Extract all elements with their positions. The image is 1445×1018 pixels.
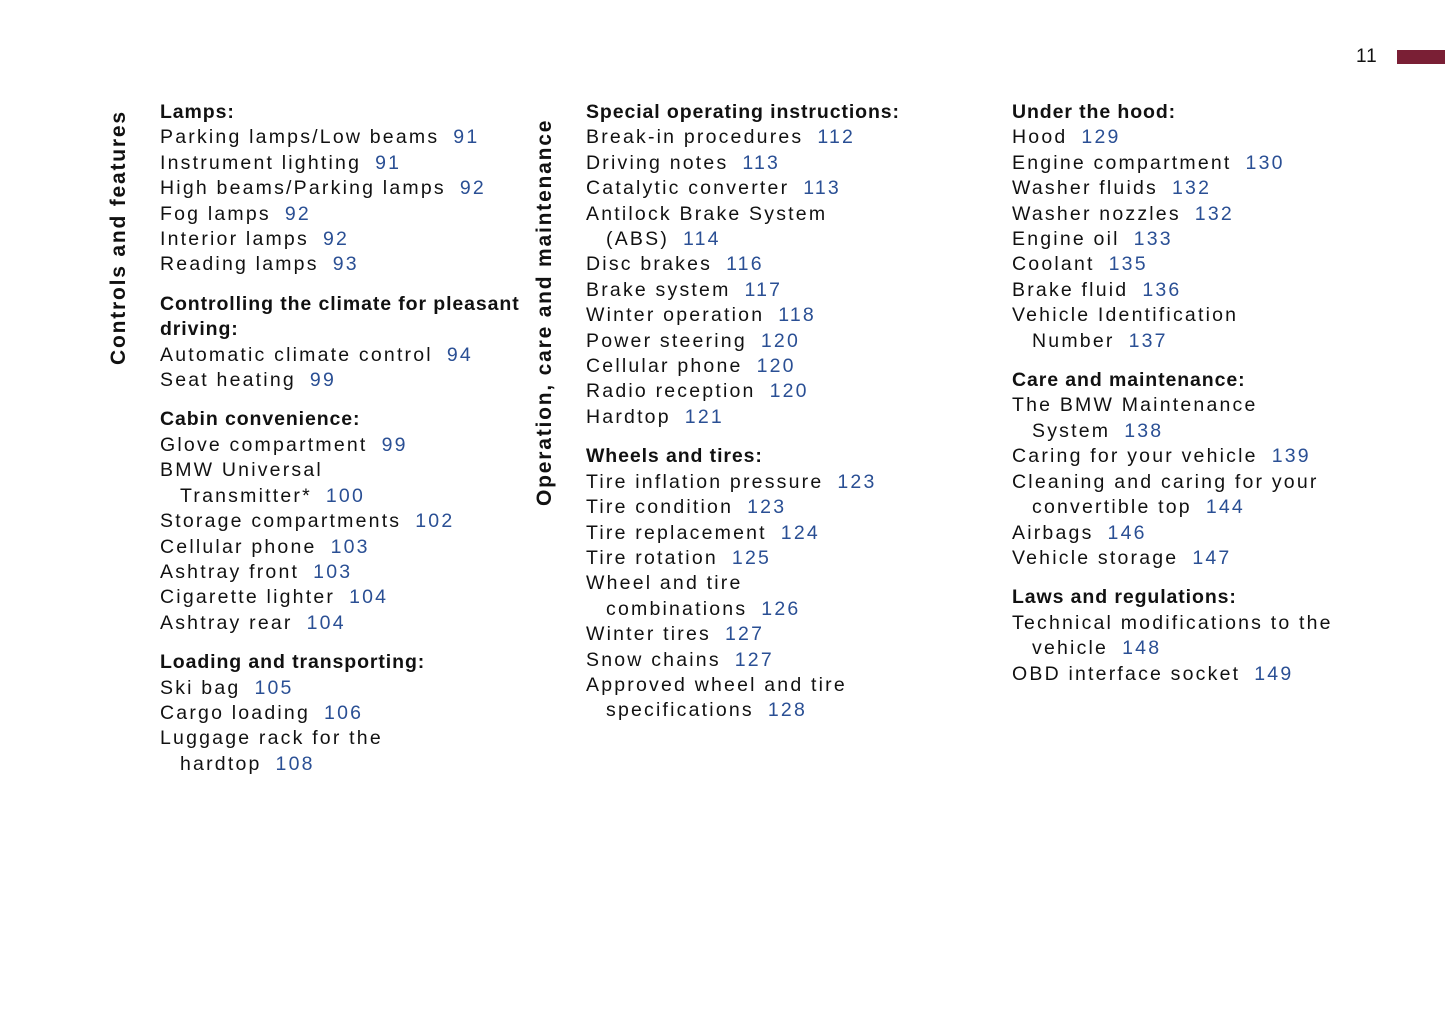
page-reference-link[interactable]: 128 — [767, 699, 807, 722]
entry-title: Catalytic converter — [586, 177, 790, 200]
toc-entry[interactable] — [160, 176, 560, 201]
page-reference-link[interactable]: 116 — [726, 253, 764, 276]
entry-title: Interior lamps — [160, 228, 309, 251]
toc-entry[interactable] — [1012, 252, 1412, 277]
entry-title: Washer nozzles — [1012, 202, 1181, 225]
entry-title: Wheel and tire — [586, 572, 743, 595]
entry-title: Cellular phone — [586, 355, 743, 378]
entry-title: Instrument lighting — [160, 151, 362, 174]
toc-entry[interactable] — [160, 151, 560, 176]
page-reference-link[interactable]: 106 — [324, 701, 364, 724]
toc-entry[interactable] — [1012, 125, 1412, 150]
toc-entry[interactable] — [1012, 546, 1412, 571]
entry-title-continued-text: System — [1032, 419, 1111, 442]
entry-title-continued — [1012, 495, 1412, 520]
entry-title: Hood — [1012, 126, 1068, 149]
toc-entry[interactable] — [586, 202, 986, 253]
entry-title-continued — [160, 484, 560, 509]
toc-entry[interactable] — [1012, 227, 1412, 252]
page-reference-link[interactable]: 100 — [325, 484, 366, 507]
entry-title: Tire replacement — [586, 521, 767, 544]
entry-title-continued-text: combinations — [606, 597, 748, 620]
toc-entry[interactable] — [586, 125, 986, 150]
section-heading: Special operating instructions: — [586, 101, 900, 123]
toc-entry[interactable] — [1012, 444, 1412, 469]
toc-entry[interactable] — [586, 648, 986, 673]
section-heading: Controlling the climate for pleasant driving: — [160, 292, 520, 341]
entry-title: Seat heating — [160, 369, 296, 392]
section-heading: Care and maintenance: — [1012, 369, 1246, 392]
toc-entry[interactable] — [160, 433, 560, 458]
page-reference-link[interactable]: 132 — [1172, 177, 1212, 200]
toc-entry[interactable] — [1012, 611, 1412, 662]
page-reference-link[interactable]: 147 — [1192, 546, 1232, 569]
page-reference-link[interactable]: 91 — [453, 126, 480, 149]
page-reference-link[interactable]: 137 — [1128, 329, 1168, 352]
entry-title: Tire inflation pressure — [586, 470, 824, 493]
toc-entry[interactable] — [160, 252, 560, 277]
toc-entry[interactable] — [586, 379, 986, 404]
entry-title: Fog lamps — [160, 202, 271, 225]
entry-title-continued — [586, 698, 986, 723]
toc-entry[interactable] — [586, 673, 986, 724]
toc-section — [160, 407, 560, 636]
page-reference-link[interactable]: 123 — [837, 470, 877, 493]
toc-entry[interactable] — [586, 303, 986, 328]
page-reference-link[interactable]: 129 — [1081, 126, 1121, 149]
page-reference-link[interactable]: 138 — [1124, 419, 1164, 442]
entry-title: Technical modifications to the — [1012, 611, 1333, 634]
section-heading: Cabin convenience: — [160, 408, 361, 431]
entry-title: BMW Universal — [160, 459, 323, 482]
page-reference-link[interactable]: 121 — [684, 405, 724, 428]
page-reference-link[interactable]: 108 — [275, 752, 315, 775]
page-reference-link[interactable]: 92 — [322, 228, 350, 251]
toc-section — [160, 100, 560, 278]
page-reference-link[interactable]: 120 — [769, 380, 809, 403]
page-reference-link[interactable]: 139 — [1271, 445, 1311, 468]
entry-title-continued — [1012, 329, 1412, 354]
entry-title: Vehicle storage — [1012, 546, 1179, 569]
entry-title: Glove compartment — [160, 433, 368, 456]
page-reference-link[interactable]: 120 — [756, 355, 796, 378]
toc-section — [1012, 368, 1412, 571]
page-reference-link[interactable]: 148 — [1122, 637, 1162, 660]
toc-entry[interactable] — [586, 622, 986, 647]
toc-entry[interactable] — [160, 676, 560, 701]
toc-column-1 — [160, 100, 560, 791]
entry-title: Reading lamps — [160, 253, 319, 276]
section-heading: Laws and regulations: — [1012, 586, 1237, 609]
toc-entry[interactable] — [160, 458, 560, 509]
entry-title-continued-text: Transmitter* — [180, 484, 312, 507]
toc-entry[interactable] — [586, 278, 986, 303]
toc-entry[interactable] — [1012, 176, 1412, 201]
page-reference-link[interactable]: 133 — [1133, 228, 1173, 251]
section-label-controls: Controls and features — [107, 110, 130, 365]
toc-entry[interactable] — [1012, 202, 1412, 227]
toc-entry[interactable] — [160, 701, 560, 726]
entry-title: Power steering — [586, 329, 747, 352]
page-reference-link[interactable]: 149 — [1254, 662, 1294, 685]
entry-title: Approved wheel and tire — [586, 673, 847, 696]
page-reference-link[interactable]: 126 — [761, 597, 801, 620]
page-reference-link[interactable]: 91 — [375, 151, 402, 174]
entry-title-continued — [1012, 419, 1412, 444]
entry-title-continued-text: specifications — [606, 699, 754, 722]
page-reference-link[interactable]: 123 — [747, 496, 787, 519]
toc-entry[interactable] — [160, 368, 560, 393]
toc-entry[interactable] — [586, 546, 986, 571]
page-tab-marker — [1397, 50, 1445, 64]
toc-entry[interactable] — [160, 535, 560, 560]
toc-entry[interactable] — [586, 521, 986, 546]
page-reference-link[interactable]: 135 — [1108, 253, 1148, 276]
toc-entry[interactable] — [1012, 521, 1412, 546]
entry-title: Brake fluid — [1012, 278, 1129, 301]
entry-title-continued — [1012, 636, 1412, 661]
toc-column-2 — [586, 100, 986, 738]
toc-entry[interactable] — [1012, 470, 1412, 521]
toc-entry[interactable] — [160, 560, 560, 585]
entry-title-continued-text: hardtop — [180, 752, 262, 775]
page-number: 11 — [1356, 46, 1378, 67]
page-reference-link[interactable]: 113 — [742, 151, 781, 174]
toc-entry[interactable] — [586, 252, 986, 277]
page-reference-link[interactable]: 146 — [1107, 521, 1147, 544]
entry-title: Tire condition — [586, 496, 734, 519]
entry-title: Break-in procedures — [586, 126, 804, 149]
entry-title: Cleaning and caring for your — [1012, 470, 1319, 493]
page-reference-link[interactable]: 120 — [760, 329, 801, 352]
page-reference-link[interactable]: 117 — [744, 278, 783, 301]
toc-entry[interactable] — [160, 125, 560, 150]
page-reference-link[interactable]: 103 — [313, 560, 353, 583]
entry-title: Antilock Brake System — [586, 202, 828, 225]
page-reference-link[interactable]: 144 — [1205, 496, 1245, 519]
toc-entry[interactable] — [586, 571, 986, 622]
entry-title: Ski bag — [160, 676, 241, 699]
section-heading: Wheels and tires: — [586, 445, 763, 468]
entry-title: Tire rotation — [586, 546, 718, 569]
toc-entry[interactable] — [160, 343, 560, 368]
entry-title: High beams/Parking lamps — [160, 177, 446, 200]
toc-entry[interactable] — [160, 509, 560, 534]
entry-title: Hardtop — [586, 405, 671, 428]
page-reference-link[interactable]: 132 — [1194, 202, 1234, 225]
toc-entry[interactable] — [1012, 393, 1412, 444]
toc-entry[interactable] — [160, 585, 560, 610]
toc-entry[interactable] — [160, 202, 560, 227]
page-reference-link[interactable]: 127 — [734, 648, 774, 671]
entry-title-continued-text: vehicle — [1032, 637, 1109, 660]
entry-title: Airbags — [1012, 521, 1094, 544]
entry-title: Ashtray rear — [160, 611, 293, 634]
toc-entry[interactable] — [586, 354, 986, 379]
entry-title-continued-text: (ABS) — [606, 228, 670, 251]
entry-title: Vehicle Identification — [1012, 304, 1239, 327]
page-reference-link[interactable]: 99 — [381, 433, 408, 456]
entry-title-continued — [586, 227, 986, 252]
page-reference-link[interactable]: 118 — [778, 304, 816, 327]
page-reference-link[interactable]: 127 — [725, 623, 765, 646]
entry-title: Driving notes — [586, 151, 729, 174]
page-reference-link[interactable]: 114 — [683, 228, 721, 251]
entry-title: Winter tires — [586, 623, 711, 646]
page-reference-link[interactable]: 99 — [309, 369, 337, 392]
toc-entry[interactable] — [586, 470, 986, 495]
entry-title: Parking lamps/Low beams — [160, 126, 440, 149]
page-reference-link[interactable]: 125 — [731, 546, 772, 569]
entry-title: Storage compartments — [160, 510, 402, 533]
page-reference-link[interactable]: 130 — [1245, 151, 1285, 174]
entry-title: Cargo loading — [160, 701, 311, 724]
entry-title: Cigarette lighter — [160, 586, 336, 609]
toc-entry[interactable] — [160, 227, 560, 252]
toc-entry[interactable] — [586, 495, 986, 520]
toc-section — [586, 100, 986, 430]
entry-title: Cellular phone — [160, 535, 317, 558]
entry-title-continued-text: convertible top — [1032, 496, 1192, 519]
page-reference-link[interactable]: 93 — [332, 253, 359, 276]
toc-entry[interactable] — [586, 329, 986, 354]
section-heading: Under the hood: — [1012, 101, 1177, 123]
page-reference-link[interactable]: 124 — [780, 521, 820, 544]
page-reference-link[interactable]: 104 — [349, 586, 389, 609]
page-reference-link[interactable]: 103 — [330, 535, 370, 558]
toc-section — [1012, 585, 1412, 687]
entry-title: Washer fluids — [1012, 177, 1158, 200]
page-reference-link[interactable]: 112 — [817, 126, 856, 149]
entry-title: Engine oil — [1012, 228, 1120, 251]
page-reference-link[interactable]: 136 — [1142, 278, 1182, 301]
entry-title: Automatic climate control — [160, 343, 433, 366]
toc-entry[interactable] — [1012, 278, 1412, 303]
entry-title: Caring for your vehicle — [1012, 445, 1258, 468]
entry-title: The BMW Maintenance — [1012, 394, 1258, 417]
page-reference-link[interactable]: 113 — [803, 177, 841, 200]
page-reference-link[interactable]: 94 — [446, 343, 473, 366]
toc-section — [586, 444, 986, 723]
page-reference-link[interactable]: 102 — [415, 510, 455, 533]
toc-entry[interactable] — [586, 151, 986, 176]
section-label-operation: Operation, care and maintenance — [533, 118, 556, 506]
toc-entry[interactable] — [1012, 151, 1412, 176]
page-reference-link[interactable]: 92 — [459, 177, 486, 200]
toc-entry[interactable] — [1012, 303, 1412, 354]
section-heading: Loading and transporting: — [160, 651, 426, 674]
entry-title: Coolant — [1012, 253, 1095, 276]
entry-title-continued-text: Number — [1032, 329, 1115, 352]
toc-column-3 — [1012, 100, 1412, 701]
toc-section — [160, 650, 560, 777]
toc-entry[interactable] — [160, 726, 560, 777]
toc-section — [1012, 100, 1412, 354]
toc-section — [160, 292, 560, 394]
toc-entry[interactable] — [586, 405, 986, 430]
entry-title: Ashtray front — [160, 560, 300, 583]
toc-entry[interactable] — [586, 176, 986, 201]
page-reference-link[interactable]: 104 — [306, 611, 346, 634]
toc-entry[interactable] — [160, 611, 560, 636]
entry-title-continued — [586, 597, 986, 622]
entry-title: Brake system — [586, 278, 731, 301]
entry-title: Radio reception — [586, 380, 756, 403]
entry-title-continued — [160, 752, 560, 777]
section-heading: Lamps: — [160, 101, 235, 123]
entry-title: OBD interface socket — [1012, 662, 1241, 685]
entry-title: Snow chains — [586, 648, 721, 671]
entry-title: Luggage rack for the — [160, 727, 383, 750]
page-reference-link[interactable]: 92 — [284, 202, 311, 225]
entry-title: Disc brakes — [586, 253, 713, 276]
entry-title: Engine compartment — [1012, 151, 1232, 174]
page-reference-link[interactable]: 105 — [254, 676, 294, 699]
entry-title: Winter operation — [586, 304, 765, 327]
toc-entry[interactable] — [1012, 662, 1412, 687]
